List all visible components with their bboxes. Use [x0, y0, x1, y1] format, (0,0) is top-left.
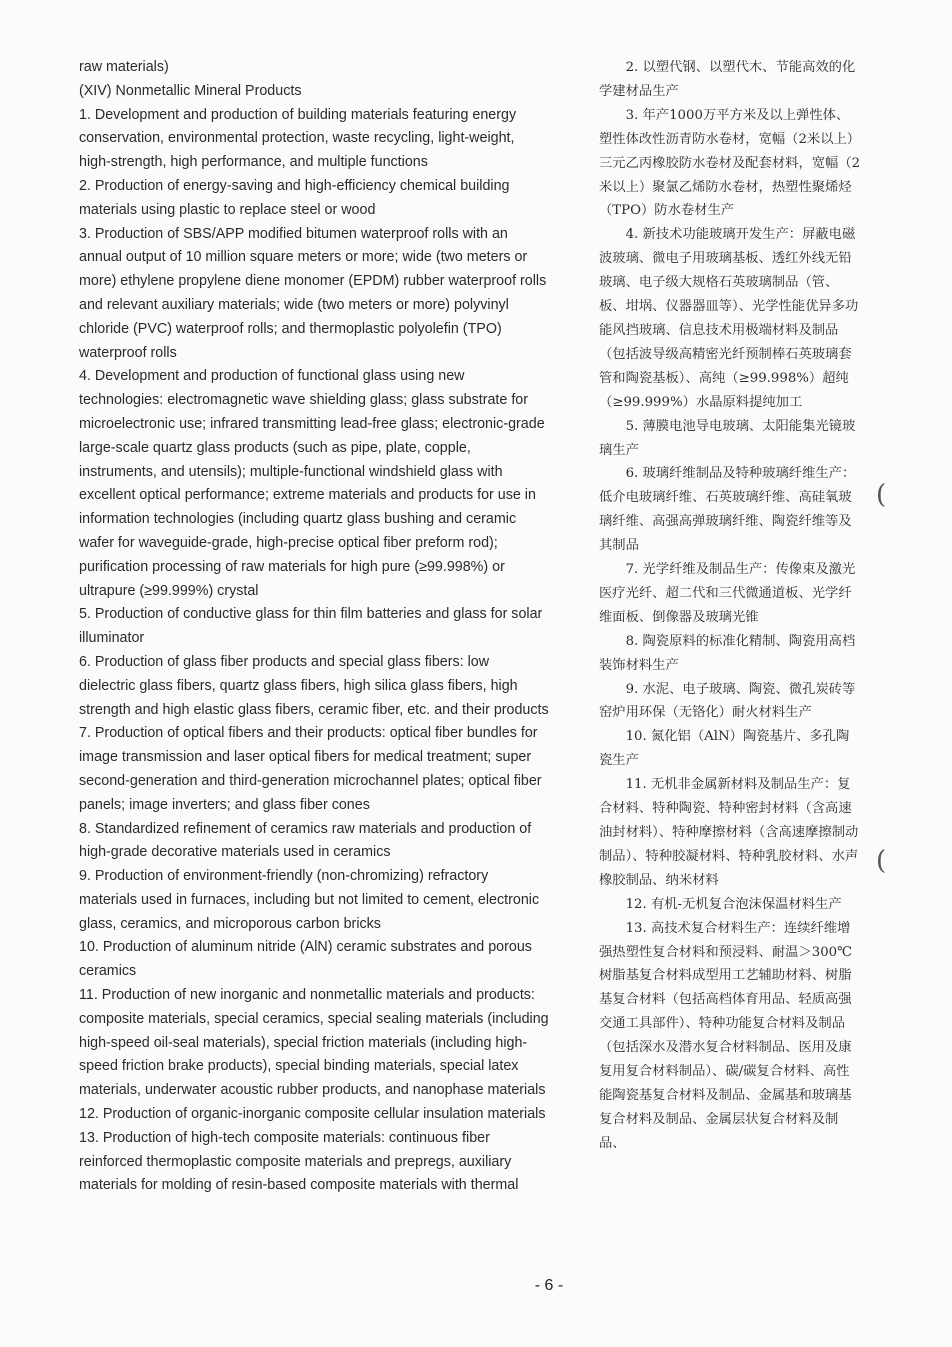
english-paragraph: 12. Production of organic-inorganic composite cellular insulation materials	[79, 1106, 546, 1123]
chinese-paragraph: 5. 薄膜电池导电玻璃、太阳能集光镜玻璃生产	[599, 418, 856, 458]
chinese-paragraph: 10. 氮化铝（AlN）陶瓷基片、多孔陶瓷生产	[599, 729, 850, 769]
english-paragraph: 11. Production of new inorganic and nonmetallic materials and products: composite materials, special ceramics, special sealing materials (including high-speed oil-seal materials), special friction materials (including high-speed friction brake products), special binding materials, special latex materials, underwater acoustic rubber products, and nanophase materials	[79, 987, 549, 1099]
chinese-paragraph: 8. 陶瓷原料的标准化精制、陶瓷用高档装饰材料生产	[599, 633, 856, 673]
english-section-heading: (XIV) Nonmetallic Mineral Products	[79, 82, 302, 99]
english-paragraph: 4. Development and production of functional glass using new technologies: electromagnetic wave shielding glass; glass substrate for microelectronic use; infrared transmitting lead-free glass; electronic-grade large-scale quartz glass products (such as pipe, plate, copple, instruments, and utensils); multiple-functional windshield glass with excellent optical performance; extreme materials and products for use in information technologies (including quartz glass bushing and ceramic wafer for waveguide-grade, high-precise optical fiber preform rod); purification processing of raw materials for high pure (≥99.998%) or ultrapure (≥99.999%) crystal	[79, 368, 545, 599]
english-paragraph: 3. Production of SBS/APP modified bitumen waterproof rolls with an annual output of 10 million square meters or more; wide (two meters or more) ethylene propylene diene monomer (EPDM) rubber waterproof rolls and relevant auxiliary materials; wide (two meters or more) polyvinyl chloride (PVC) waterproof rolls; and thermoplastic polyolefin (TPO) waterproof rolls	[79, 225, 547, 361]
chinese-paragraph: 13. 高技术复合材料生产：连续纤维增强热塑性复合材料和预浸料、耐温＞300℃树脂基复合材料成型用工艺辅助材料、树脂基复合材料（包括高档体育用品、轻质高强交通工具部件）、特种功能复合材料及制品（包括深水及潜水复合材料制品、医用及康复用复合材料制品）、碳/碳复合材料、高性能陶瓷基复合材料及制品、金属基和玻璃基复合材料及制品、金属层状复合材料及制品、	[599, 920, 853, 1151]
chinese-paragraph: 4. 新技术功能玻璃开发生产：屏蔽电磁波玻璃、微电子用玻璃基板、透红外线无铅玻璃、电子级大规格石英玻璃制品（管、板、坩埚、仪器器皿等）、光学性能优异多功能风挡玻璃、信息技术用极端材料及制品（包括波导级高精密光纤预制棒石英玻璃套管和陶瓷基板）、高纯（≥99.998%）超纯（≥99.999%）水晶原料提纯加工	[599, 227, 859, 410]
english-paragraph: 7. Production of optical fibers and their products: optical fiber bundles for image transmission and laser optical fibers for medical treatment; super second-generation and third-generation microchannel plates; optical fiber panels; image inverters; and glass fiber cones	[79, 725, 542, 813]
chinese-paragraph: 12. 有机-无机复合泡沫保温材料生产	[625, 896, 842, 912]
english-paragraph: raw materials)	[79, 59, 169, 75]
chinese-paragraph: 7. 光学纤维及制品生产：传像束及激光医疗光纤、超二代和三代微通道板、光学纤维面板、倒像器及玻璃光锥	[599, 562, 856, 625]
chinese-paragraph: 2. 以塑代钢、以塑代木、节能高效的化学建材品生产	[599, 60, 856, 99]
chinese-paragraph: 9. 水泥、电子玻璃、陶瓷、微孔炭砖等窑炉用环保（无铬化）耐火材料生产	[599, 681, 856, 721]
english-paragraph: 5. Production of conductive glass for thin film batteries and glass for solar illuminator	[79, 606, 543, 647]
english-paragraph: 9. Production of environment-friendly (non-chromizing) refractory materials used in furnaces, including but not limited to cement, electronic glass, ceramics, and microporous carbon bricks	[79, 868, 540, 932]
english-paragraph: 1. Development and production of building materials featuring energy conservation, environmental protection, waste recycling, light-weight, high-strength, high performance, and multiple functions	[79, 106, 517, 171]
english-paragraph: 13. Production of high-tech composite materials: continuous fiber reinforced thermoplastic composite materials and prepregs, auxiliary materials for molding of resin-based composite materials with thermal	[79, 1129, 519, 1194]
chinese-paragraph: 11. 无机非金属新材料及制品生产：复合材料、特种陶瓷、特种密封材料（含高速油封材料）、特种摩擦材料（含高速摩擦制动制品）、特种胶凝材料、特种乳胶材料、水声橡胶制品、纳米材料	[599, 777, 859, 888]
english-paragraph: 2. Production of energy-saving and high-efficiency chemical building materials using plastic to replace steel or wood	[79, 177, 510, 218]
margin-mark: (	[876, 480, 887, 510]
english-paragraph: 6. Production of glass fiber products and special glass fibers: low dielectric glass fibers, quartz glass fibers, high silica glass fibers, high strength and high elastic glass fibers, ceramic fiber, etc. and their products	[79, 653, 549, 718]
english-paragraph: 8. Standardized refinement of ceramics raw materials and production of high-grade decorative materials used in ceramics	[79, 820, 532, 861]
english-paragraph: 10. Production of aluminum nitride (AlN) ceramic substrates and porous ceramics	[79, 939, 532, 980]
margin-mark: (	[876, 846, 887, 876]
chinese-paragraph: 3. 年产1000万平方米及以上弹性体、塑性体改性沥青防水卷材，宽幅（2米以上）三元乙丙橡胶防水卷材及配套材料，宽幅（2米以上）聚氯乙烯防水卷材，热塑性聚烯烃（TPO）防水卷材生产	[599, 107, 861, 219]
chinese-paragraph: 6. 玻璃纤维制品及特种玻璃纤维生产：低介电玻璃纤维、石英玻璃纤维、高硅氧玻璃纤维、高强高弹玻璃纤维、陶瓷纤维等及其制品	[599, 466, 856, 554]
page-number: - 6 -	[534, 1277, 564, 1294]
